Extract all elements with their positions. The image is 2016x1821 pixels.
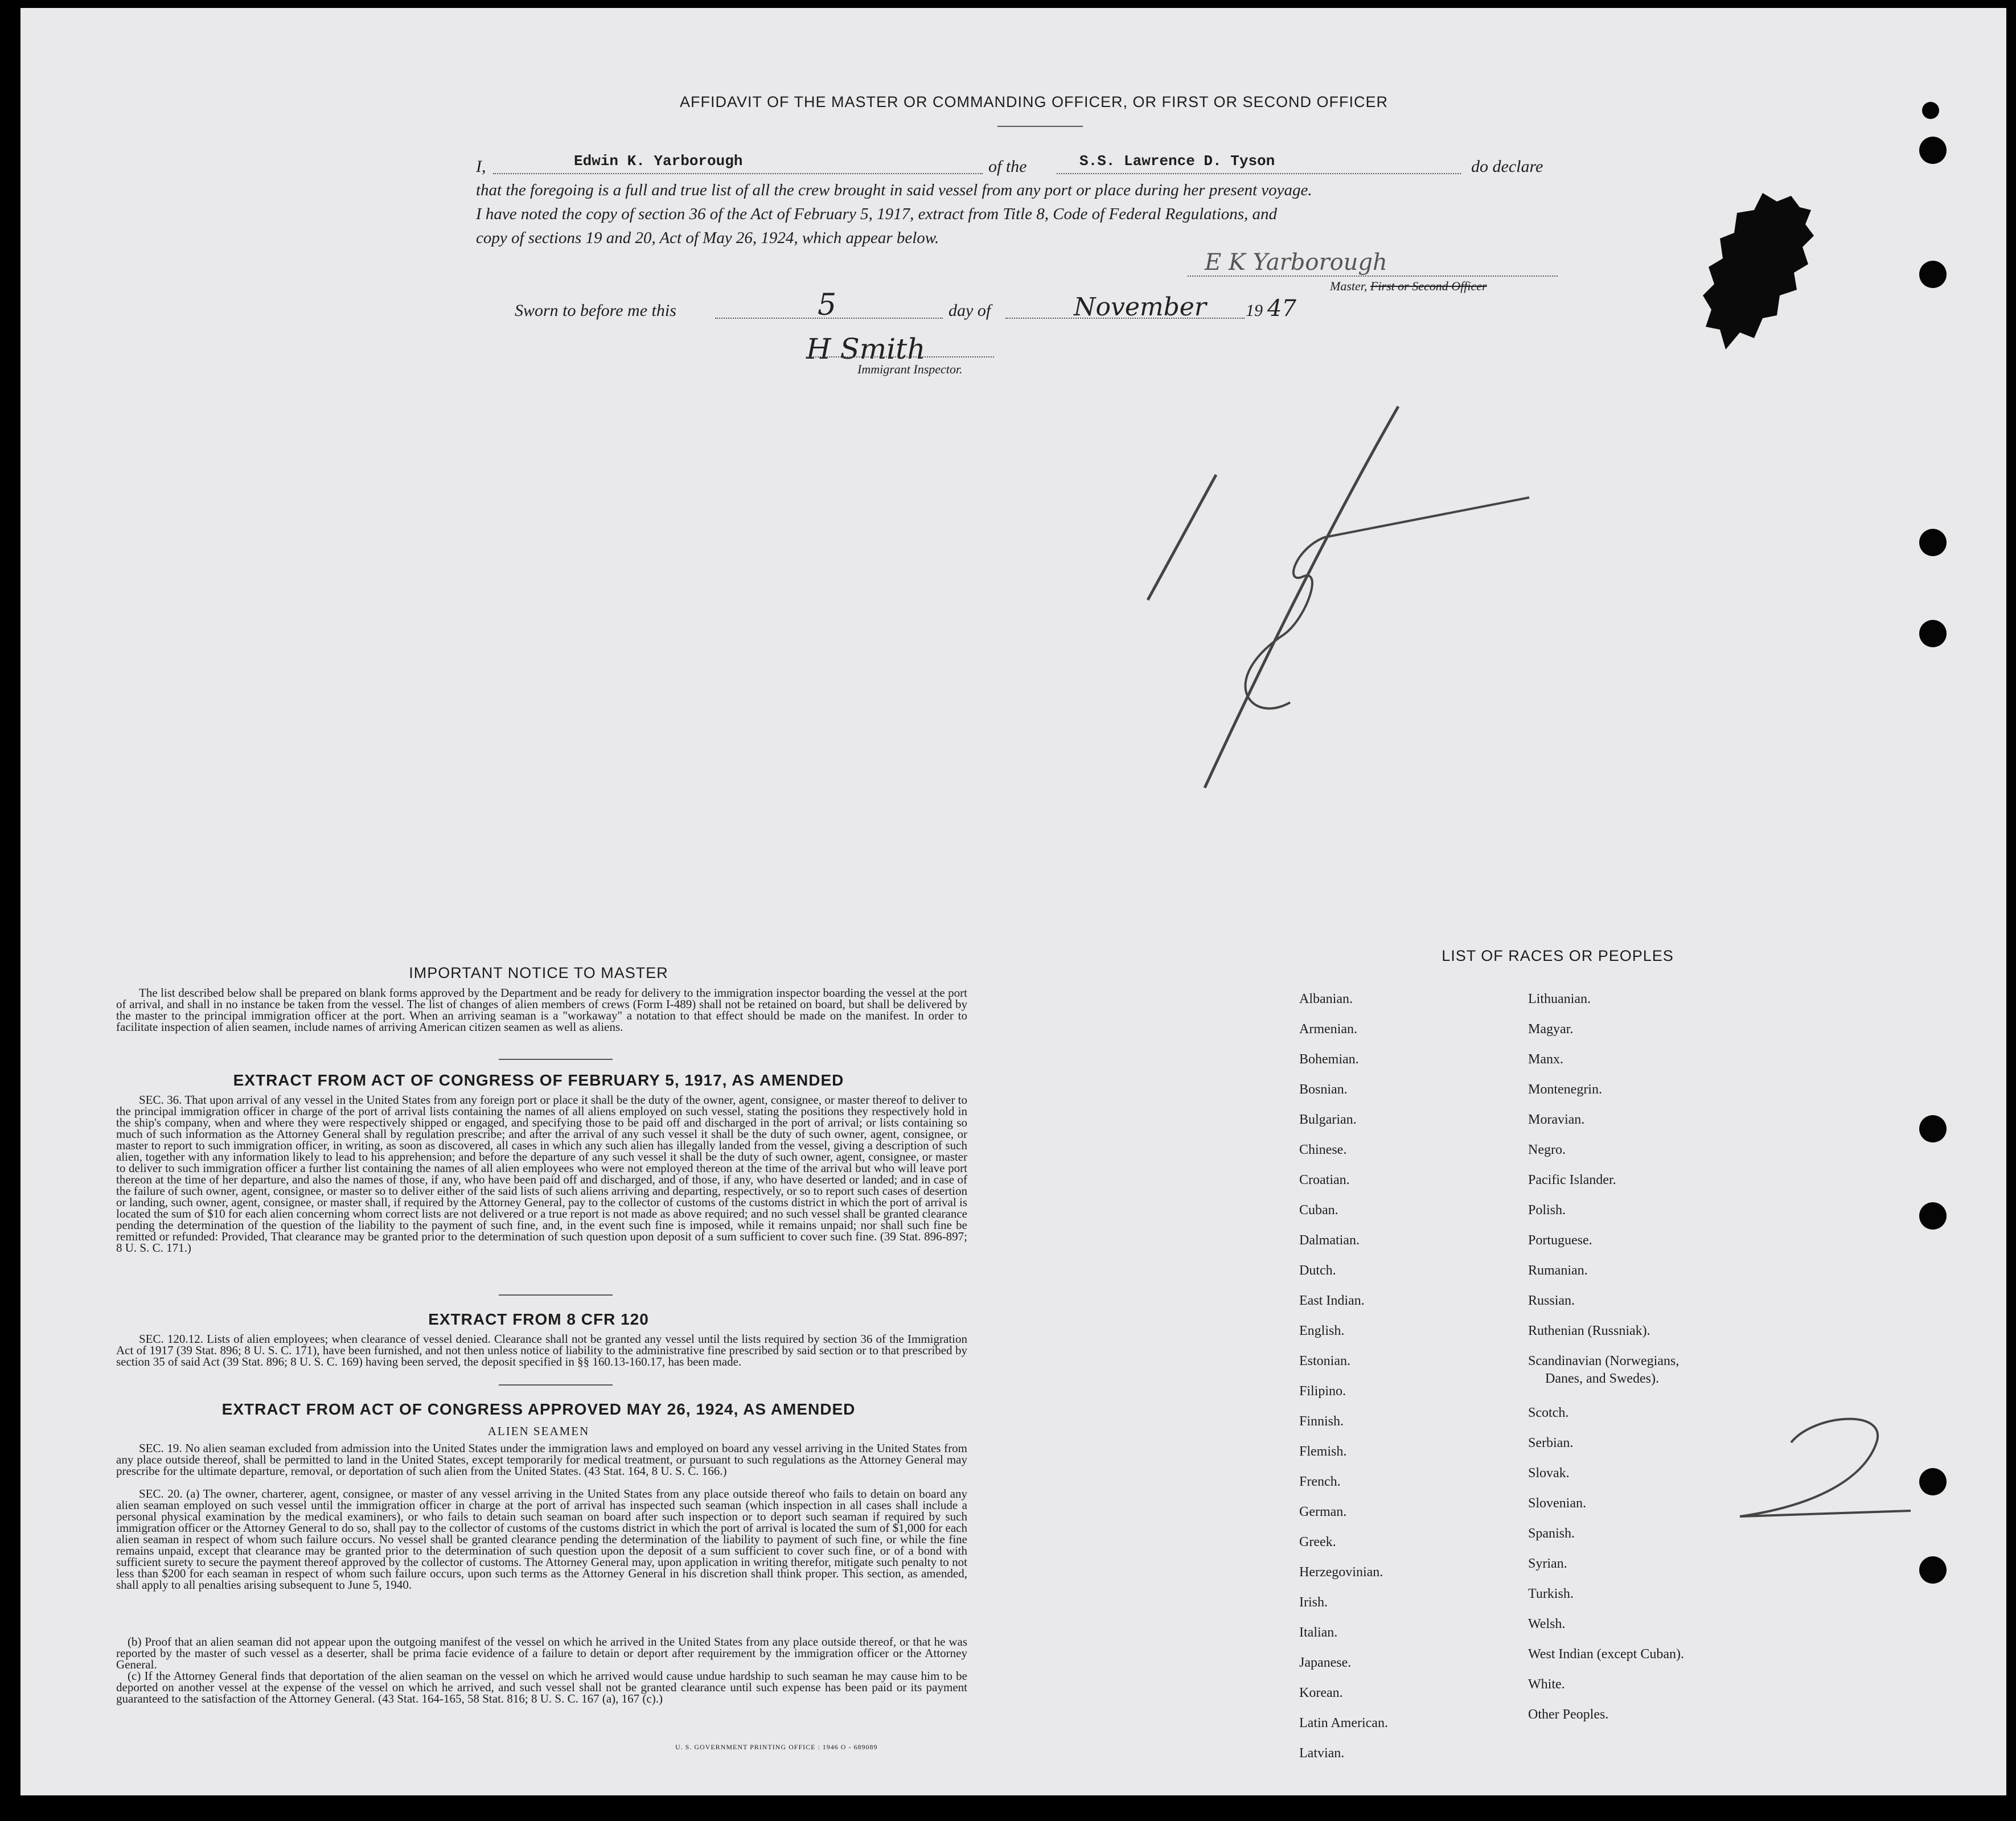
extract-1917-text: SEC. 36. That upon arrival of any vessel in the United States from any foreign port or place it shall be the duty of the owner, agent, consignee, or master thereof to deliver to the principal immigration officer in charge of the port of arrival lists containing the names of all aliens employed on such vessel, stating the positions they respectively hold in the ship's company, when and where they were respectively shipped or engaged, and specifying those to be paid off and discharged in the port of arrival; or lists containing so much of such information as the Attorney General shall by regulation prescribe; and after the arrival of any such vessel it shall be the duty of such owner, agent, consignee, or master to report to such immigration officer, in writing, as soon as discovered, all cases in which any such alien has illegally landed from the vessel, giving a description of such alien, together with any information likely to lead to his apprehension; and before the departure of any such vessel it shall be the duty of such owner, agent, consignee, or master to deliver to such immigration officer a further list containing the names of all alien employees who were not employed thereon at the time of the arrival but who will leave port thereon at the time of her departure, and also the names of those, if any, who have been paid off and discharged, and of those, if any, who have deserted or landed; and in case of the failure of such owner, agent, consignee, or master so to deliver either of the said lists of such aliens arriving and departing, respectively, or so to report such cases of desertion or landing, such owner, agent, consignee, or master shall, if required by the Attorney General, pay to the collector of customs of the customs district in which the port of arrival is located the sum of $10 for each alien concerning whom correct lists are not delivered or a true report is not made as above required; and no such vessel shall be granted clearance pending the determination of the question of the liability to the payment of such fine, and, in the event such fine is imposed, while it remains unpaid; nor shall such fine be remitted or refunded: Provided, That clearance may be granted prior to the determination of such question upon deposit of a sum sufficient to cover such fine. (39 Stat. 896-897; 8 U. S. C. 171.) (116, 1093, 967, 1255)
punch-hole (1919, 261, 1947, 288)
extract-1917-rule (499, 1294, 613, 1296)
race-item: Welsh. (1528, 1617, 1566, 1631)
punch-hole (1919, 1115, 1947, 1142)
do-declare-label: do declare (1471, 157, 1543, 176)
race-item: Bulgarian. (1299, 1112, 1357, 1127)
punch-hole (1919, 1556, 1947, 1584)
affidavit-i-label: I, (476, 157, 486, 176)
race-item: Turkish. (1528, 1586, 1574, 1601)
extract-cfr-title: EXTRACT FROM 8 CFR 120 (428, 1310, 649, 1328)
race-item: Filipino. (1299, 1384, 1346, 1399)
date-mark-text (1672, 520, 1673, 521)
inspector-signature: H Smith (806, 332, 926, 365)
race-item: French. (1299, 1474, 1341, 1489)
vessel-name: S.S. Lawrence D. Tyson (1079, 153, 1275, 170)
master-caption-struck: First or Second Officer (1370, 279, 1487, 293)
race-item: Ruthenian (Russniak). (1528, 1323, 1650, 1338)
race-item: Manx. (1528, 1052, 1563, 1067)
race-item: Slovak. (1528, 1466, 1570, 1481)
punch-hole (1919, 620, 1947, 647)
race-item: Albanian. (1299, 992, 1353, 1006)
of-the-label: of the (988, 157, 1027, 176)
month-value: November (1074, 293, 1206, 322)
race-item: German. (1299, 1505, 1347, 1519)
extract-1924-sec20a: SEC. 20. (a) The owner, charterer, agent, consignee, or master of any vessel arriving in the United States from any place outside thereof who fails to detain on board any alien seaman employed on such vessel until the immigration officer in charge at the port of arrival has inspected such seaman (which inspection in all cases shall include a personal physical examination by the medical examiners), or who fails to detain such seaman on board after such inspection or to deport such seaman if required by such immigration officer or the Attorney General to do so, shall pay to the collector of customs of the customs district in which the port of arrival is located the sum of $1,000 for each alien seaman in respect of whom such failure occurs. No vessel shall be granted clearance pending the determination of the liability to payment of such fine, or while the fine remains unpaid, except that clearance may be granted prior to the determination of such question upon the deposit of a sum sufficient to cover such fine, or of a bond with sufficient surety to secure the payment thereof approved by the collector of customs. The Attorney General may, upon application in writing therefor, mitigate such penalty to not less than $200 for each seaman in respect of whom such failure occurs, upon such terms as the Attorney General in his discretion shall think proper. This section, as amended, shall apply to all penalties arising subsequent to June 5, 1940. (116, 1487, 967, 1592)
race-item: Other Peoples. (1528, 1707, 1609, 1722)
race-item: Estonian. (1299, 1354, 1350, 1368)
race-item: Magyar. (1528, 1022, 1574, 1037)
master-name: Edwin K. Yarborough (574, 153, 743, 170)
page-number-drawing (1728, 1403, 1922, 1539)
extract-1924-sec20b: (b) Proof that an alien seaman did not appear upon the outgoing manifest of the vessel on which he arrived in the United States from any place outside thereof, or that he was reported by the master of such vessel as a deserter, shall be prima facie evidence of a failure to detain or deport after requirement by the immigration officer or the Attorney General. (116, 1635, 967, 1671)
affidavit-title: AFFIDAVIT OF THE MASTER OR COMMANDING OFFICER, OR FIRST OR SECOND OFFICER (679, 93, 1389, 110)
races-right-column (1528, 992, 1684, 1737)
year-prefix: 19 (1246, 301, 1263, 320)
race-item: Bosnian. (1299, 1082, 1348, 1097)
race-item: Portuguese. (1528, 1233, 1592, 1248)
race-item: Cuban. (1299, 1203, 1338, 1218)
races-left-column (1299, 992, 1388, 1776)
sworn-label: Sworn to before me this (515, 301, 676, 320)
race-item: Scotch. (1528, 1405, 1569, 1420)
race-item: Korean. (1299, 1686, 1343, 1700)
race-item: Flemish. (1299, 1444, 1347, 1459)
race-item: Lithuanian. (1528, 992, 1591, 1006)
vessel-line (1057, 173, 1461, 174)
race-item: West Indian (except Cuban). (1528, 1647, 1684, 1662)
race-item: Russian. (1528, 1293, 1575, 1308)
race-item: Croatian. (1299, 1173, 1350, 1187)
master-signature-line (1188, 276, 1558, 277)
race-item: Latin American. (1299, 1716, 1388, 1730)
race-item: Syrian. (1528, 1556, 1567, 1571)
year-value: 47 (1267, 295, 1296, 322)
race-item: Chinese. (1299, 1142, 1347, 1157)
master-signature: E K Yarborough (1205, 249, 1387, 276)
affidavit-body-line-3: copy of sections 19 and 20, Act of May 26, 1924, which appear below. (476, 229, 939, 247)
master-caption (1330, 279, 1487, 294)
race-item: Spanish. (1528, 1526, 1575, 1541)
race-item: Polish. (1528, 1203, 1566, 1218)
extract-1924-sec20c: (c) If the Attorney General finds that deportation of the alien seaman on the vessel on which he arrived would cause undue hardship to such seaman he may cause him to be deported on another vessel at the expense of the vessel on which he arrived, and such vessel shall not be granted clearance until such expense has been paid or its payment guaranteed to the satisfaction of the Attorney General. (43 Stat. 164-165, 58 Stat. 816; 8 U. S. C. 167 (a), 167 (c).) (116, 1669, 967, 1705)
extract-cfr-rule (499, 1384, 613, 1386)
race-item: Dutch. (1299, 1263, 1336, 1278)
affidavit-body-line-1: that the foregoing is a full and true list of all the crew brought in said vessel from any port or place during her present voyage. (476, 181, 1312, 199)
race-item: Scandinavian (Norwegians, (1528, 1354, 1680, 1368)
day-value: 5 (818, 288, 837, 322)
inspector-caption: Immigrant Inspector. (857, 362, 963, 376)
embossed-seal (1700, 184, 1820, 372)
notice-title: IMPORTANT NOTICE TO MASTER (409, 964, 668, 981)
notice-rule (499, 1059, 613, 1060)
race-item: Japanese. (1299, 1655, 1352, 1670)
race-item: Slovenian. (1528, 1496, 1586, 1511)
race-item: Danes, and Swedes). (1545, 1371, 1659, 1386)
race-item: East Indian. (1299, 1293, 1365, 1308)
notice-text: The list described below shall be prepared on blank forms approved by the Department and be ready for delivery to the immigration inspector boarding the vessel at the port of arrival, and shall in no instance be taken from the vessel. The list of changes of alien members of crews (Form I-489) shall not be retained on board, but shall be delivered by the master to the principal immigration officer at the port. When an arriving seaman is a "workaway" a notation to that effect should be made on the manifest. In order to facilitate inspection of alien seamen, include names of arriving American citizen seamen as well as aliens. (116, 986, 967, 1034)
race-item: Serbian. (1528, 1436, 1574, 1450)
race-item: Dalmatian. (1299, 1233, 1360, 1248)
race-item: Pacific Islander. (1528, 1173, 1616, 1187)
extract-1924-sec19: SEC. 19. No alien seaman excluded from admission into the United States under the immigration laws and employed on board any vessel arriving in the United States from any place outside thereof, shall be permitted to land in the United States, except temporarily for medical treatment, or pursuant to such regulations as the Attorney General may prescribe for the ultimate departure, removal, or deportation of such alien from the United States. (43 Stat. 164, 8 U. S. C. 166.) (116, 1441, 967, 1478)
race-item: Rumanian. (1528, 1263, 1588, 1278)
inspector-line (806, 356, 994, 357)
day-of-label: day of (949, 301, 991, 320)
extract-1924-subtitle: ALIEN SEAMEN (487, 1424, 590, 1438)
punch-hole (1919, 1202, 1947, 1230)
race-item: White. (1528, 1677, 1565, 1692)
punch-hole (1919, 529, 1947, 556)
document-page (20, 8, 2006, 1795)
extract-1924-title: EXTRACT FROM ACT OF CONGRESS APPROVED MAY 26, 1924, AS AMENDED (221, 1400, 856, 1418)
punch-hole (1919, 1468, 1947, 1495)
punch-hole (1922, 102, 1939, 119)
race-item: Negro. (1528, 1142, 1566, 1157)
races-title: LIST OF RACES OR PEOPLES (1442, 947, 1674, 964)
race-item: Armenian. (1299, 1022, 1357, 1037)
punch-hole (1919, 137, 1947, 164)
race-item: Latvian. (1299, 1746, 1345, 1761)
race-item: Finnish. (1299, 1414, 1344, 1429)
race-item: English. (1299, 1323, 1345, 1338)
title-rule (997, 126, 1083, 127)
master-caption-master: Master, (1330, 279, 1368, 293)
extract-cfr-text: SEC. 120.12. Lists of alien employees; when clearance of vessel denied. Clearance shall not be granted any vessel until the lists required by section 36 of the Immigration Act of 1917 (39 Stat. 896; 8 U. S. C. 171), have been furnished, and not then unless notice of liability to the administrative fine prescribed by said section or to that prescribed by section 35 of said Act (39 Stat. 896; 8 U. S. C. 169) having been served, the deposit specified in §§ 160.13-160.17, has been made. (116, 1332, 967, 1368)
race-item: Montenegrin. (1528, 1082, 1602, 1097)
printer-note: U. S. GOVERNMENT PRINTING OFFICE : 1946 O - 689089 (675, 1743, 878, 1751)
race-item: Irish. (1299, 1595, 1328, 1610)
extract-1917-title: EXTRACT FROM ACT OF CONGRESS OF FEBRUARY 5, 1917, AS AMENDED (233, 1071, 844, 1089)
date-mark-drawing (1136, 395, 1592, 794)
affidavit-body-line-2: I have noted the copy of section 36 of the Act of February 5, 1917, extract from Title 8, Code of Federal Regulations, and (476, 205, 1278, 223)
race-item: Bohemian. (1299, 1052, 1359, 1067)
race-item: Greek. (1299, 1535, 1336, 1549)
race-item: Italian. (1299, 1625, 1338, 1640)
name-line (493, 173, 983, 174)
race-item: Herzegovinian. (1299, 1565, 1383, 1580)
race-item: Moravian. (1528, 1112, 1585, 1127)
